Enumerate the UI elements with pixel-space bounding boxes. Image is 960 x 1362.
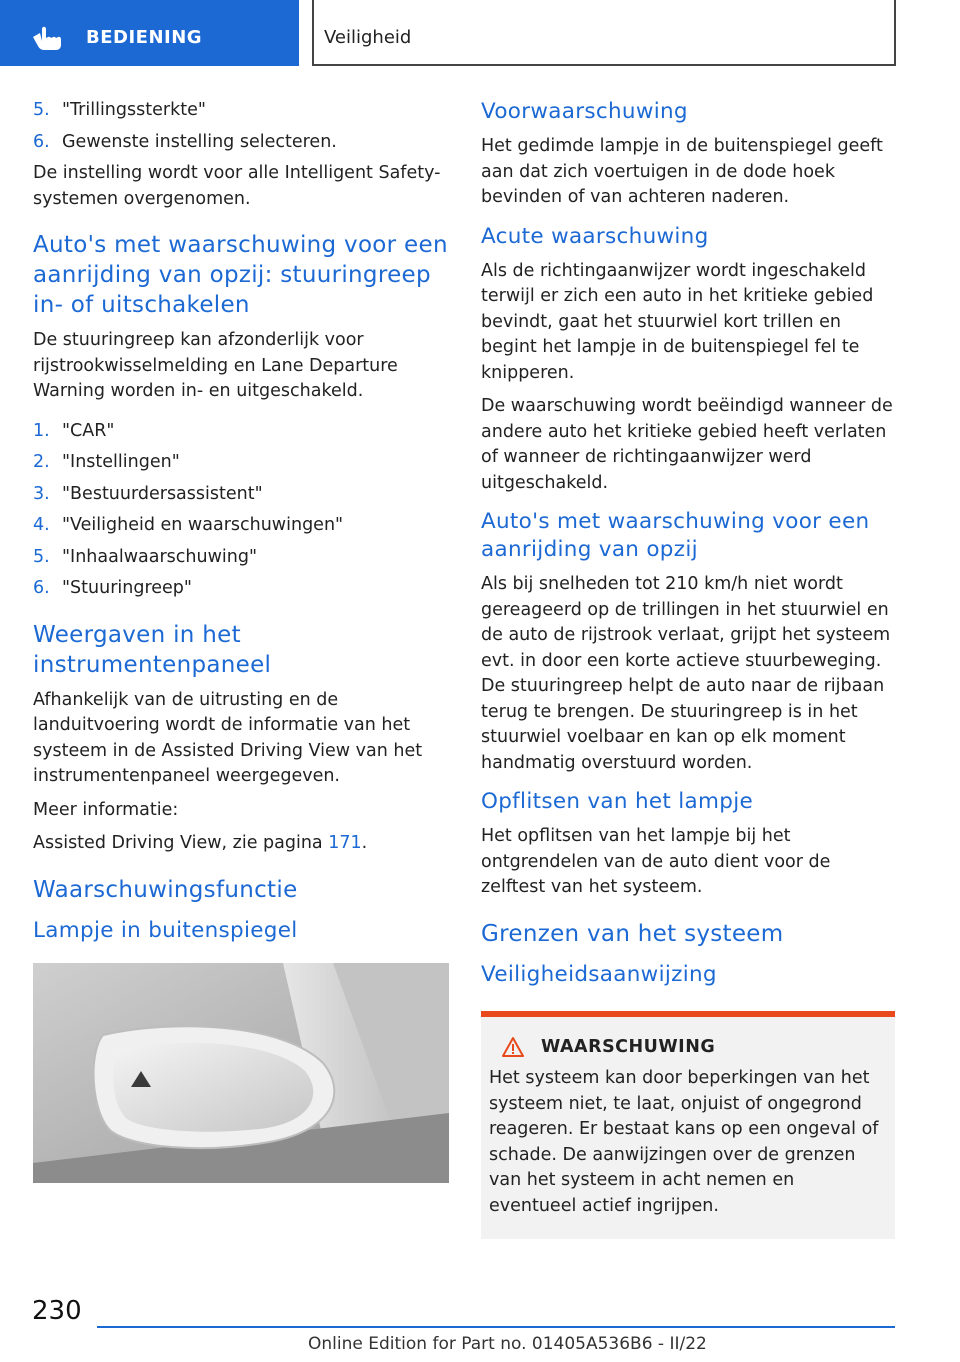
side-mirror-illustration (33, 963, 449, 1183)
warning-title: WAARSCHUWING (541, 1036, 716, 1057)
paragraph: De stuuringreep kan afzonderlijk voor rijstrookwisselmelding en Lane Departure Warning worden in- en uitgeschakeld. (33, 330, 398, 401)
page-header (0, 0, 960, 66)
warning-box (481, 1011, 895, 1240)
paragraph: Het opflitsen van het lampje bij het ontgrendelen van de auto dient voor de zelftest van het systeem. (481, 826, 831, 897)
chapter-tab (312, 0, 896, 66)
list-item: 3. "Bestuurdersassistent" (33, 483, 263, 504)
paragraph: Meer informatie: (33, 799, 179, 820)
right-column (481, 98, 895, 1239)
list-item: 4. "Veiligheid en waarschuwingen" (33, 515, 344, 535)
left-column (33, 98, 449, 1183)
reference: Assisted Driving View, zie pagina 171. (33, 833, 368, 853)
mirror-photo (33, 963, 449, 1183)
paragraph: Als de richtingaanwijzer wordt ingeschakeld terwijl er zich een auto in het kritieke gebied bevindt, gaat het stuurwiel kort trillen en begint het lampje in de buitenspiegel fel te knipperen. (481, 260, 874, 383)
heading-acute-warning: Acute waarschuwing (481, 223, 709, 249)
paragraph: De instelling wordt voor alle Intelligent Safety-systemen overgenomen. (33, 163, 441, 209)
list-item: 6. Gewenste instelling selecteren. (33, 131, 337, 152)
section-label: BEDIENING (86, 27, 203, 48)
heading-steering: Auto's met waarschuwing voor een aanrijding van opzij: stuuringreep in- of uitschakelen (33, 232, 448, 318)
heading-warning-function: Waarschuwingsfunctie (33, 876, 298, 903)
footer-divider (97, 1326, 895, 1328)
edition-info: Online Edition for Part no. 01405A536B6 - II/22 (308, 1334, 707, 1354)
hand-pointer-icon (30, 23, 64, 51)
heading-limits: Grenzen van het systeem (481, 920, 784, 947)
heading-display: Weergaven in het instrumentenpaneel (33, 621, 272, 678)
heading-pre-warning: Voorwaarschuwing (481, 99, 688, 124)
list-item: 2. "Instellingen" (33, 452, 180, 472)
heading-side-collision: Auto's met waarschuwing voor een aanrijding van opzij (481, 509, 870, 562)
warning-triangle-icon (501, 1036, 525, 1058)
heading-mirror-lamp: Lampje in buitenspiegel (33, 917, 298, 943)
paragraph: Afhankelijk van de uitrusting en de landuitvoering wordt de informatie van het systeem in de Assisted Driving View van het instrumentenpaneel weergegeven. (33, 689, 423, 786)
warning-header (489, 1035, 887, 1061)
paragraph: De waarschuwing wordt beëindigd wanneer de andere auto het kritieke gebied heeft verlaten of wanneer de richtingaanwijzer werd uitgeschakeld. (481, 396, 893, 493)
section-tab (0, 0, 299, 66)
page-number: 230 (32, 1296, 82, 1326)
warning-text: Het systeem kan door beperkingen van het systeem niet, te laat, onjuist of ongegrond reageren. Er bestaat kans op een ongeval of schade. De aanwijzingen over de grenzen van het systeem in acht nemen en eventueel actief ingrijpen. (489, 1068, 879, 1216)
list-item: 1. "CAR" (33, 420, 115, 441)
page-link[interactable]: 171 (328, 833, 362, 853)
list-item: 5. "Trillingssterkte" (33, 100, 206, 120)
paragraph: Als bij snelheden tot 210 km/h niet wordt gereageerd op de trillingen in het stuurwiel en de auto de rijstrook verlaat, grijpt het systeem evt. in door een korte actieve stuurbeweging. De stuuringreep helpt de auto naar de rijbaan terug te brengen. De stuuringreep is in het stuurwiel voelbaar en kan op elk moment handmatig overstuurd worden. (481, 574, 891, 773)
heading-safety-note: Veiligheidsaanwijzing (481, 961, 717, 987)
list-item: 5. "Inhaalwaarschuwing" (33, 546, 258, 567)
heading-flash: Opflitsen van het lampje (481, 789, 754, 814)
paragraph: Het gedimde lampje in de buitenspiegel geeft aan dat zich voertuigen in de dode hoek bevinden of van achteren naderen. (481, 136, 883, 207)
chapter-label: Veiligheid (324, 27, 412, 48)
list-item: 6. "Stuuringreep" (33, 578, 192, 598)
